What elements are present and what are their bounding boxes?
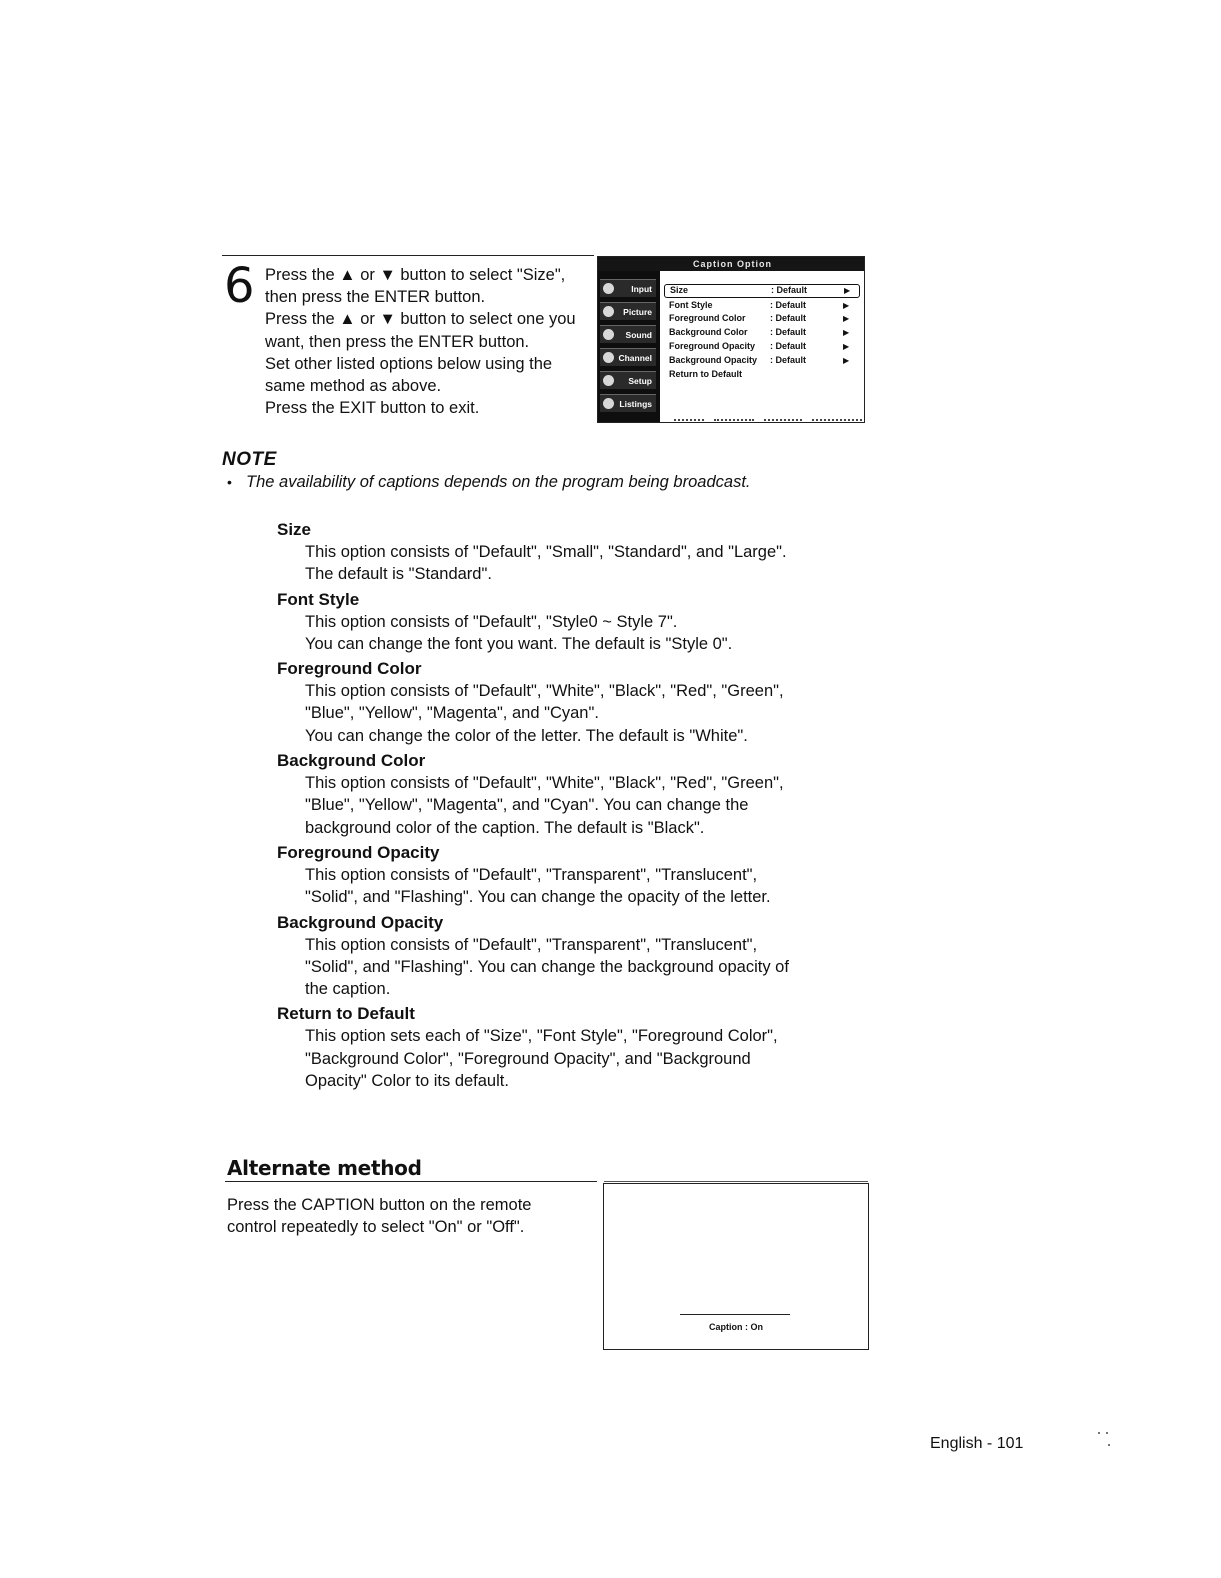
arrow-right-icon: ▶	[844, 286, 851, 295]
help-bar-graphic	[812, 407, 862, 421]
input-icon	[603, 283, 614, 294]
sidebar-tab-channel: Channel	[600, 348, 656, 366]
alternate-divider	[225, 1181, 597, 1182]
bullet-icon: •	[227, 474, 232, 490]
option-description: This option consists of "Default", "Transparent", "Translucent", "Solid", and "Flashing". You can change the opacity of the letter.	[305, 865, 771, 907]
option-background-opacity	[277, 912, 877, 1001]
option-description: This option consists of "Default", "Transparent", "Translucent", "Solid", and "Flashing". You can change the background opacity of the caption.	[305, 935, 789, 999]
sidebar-tab-listings: Listings	[600, 394, 656, 412]
option-description: This option consists of "Default", "White", "Black", "Red", "Green", "Blue", "Yellow", "Magenta", and "Cyan". You can change the background color of the caption. The default is "Black".	[305, 774, 784, 837]
option-title: Foreground Opacity	[277, 842, 440, 862]
option-description: This option consists of "Default", "Style0 ~ Style 7". You can change the font you want. The default is "Style 0".	[305, 612, 733, 653]
caption-status-screenshot	[603, 1183, 869, 1350]
step-line: Set other listed options below using the	[265, 354, 553, 373]
step-line: Press the ▲ or ▼ button to select one you	[265, 310, 576, 329]
option-description: This option consists of "Default", "White", "Black", "Red", "Green", "Blue", "Yellow", "Magenta", and "Cyan". You can change the color of the letter. The default is "White".	[305, 682, 784, 745]
step-line: same method as above.	[265, 377, 442, 396]
option-title: Return to Default	[277, 1004, 415, 1024]
menu-sidebar	[598, 271, 660, 423]
option-return-to-default	[277, 1003, 877, 1092]
arrow-right-icon: ▶	[843, 342, 850, 352]
sidebar-tab-setup: Setup	[600, 371, 656, 389]
arrow-right-icon: ▶	[843, 328, 850, 338]
corner-crop-marks	[1098, 1432, 1112, 1454]
sidebar-tab-input: Input	[600, 279, 656, 297]
note-heading: NOTE	[222, 449, 277, 470]
step-instructions	[265, 264, 595, 419]
listings-icon	[603, 398, 614, 409]
alternate-divider-right	[604, 1181, 868, 1182]
channel-icon	[603, 352, 614, 363]
option-title: Foreground Color	[277, 659, 422, 679]
caption-status-line	[680, 1314, 790, 1315]
option-descriptions	[277, 519, 877, 1095]
option-font-style	[277, 589, 877, 656]
step-line: then press the ENTER button.	[265, 288, 486, 307]
setup-icon	[603, 375, 614, 386]
help-bar-graphic	[764, 407, 802, 421]
arrow-right-icon: ▶	[843, 314, 850, 324]
arrow-right-icon: ▶	[843, 300, 850, 310]
option-foreground-color	[277, 658, 877, 747]
menu-option-background-color: Background Color : Default ▶	[664, 326, 860, 340]
caption-status-text: Caption : On	[709, 1322, 763, 1332]
option-background-color	[277, 750, 877, 839]
option-title: Font Style	[277, 589, 360, 609]
sidebar-tab-picture: Picture	[600, 302, 656, 320]
menu-option-size: Size : Default ▶	[664, 284, 860, 298]
menu-title-bar	[598, 257, 864, 271]
caption-option-menu-screenshot	[597, 256, 865, 423]
option-description: This option sets each of "Size", "Font Style", "Foreground Color", "Background Color", "Foreground Opacity", and "Background Opacity" Color to its default.	[305, 1027, 778, 1091]
note-text: The availability of captions depends on the program being broadcast.	[246, 473, 751, 491]
arrow-right-icon: ▶	[843, 356, 850, 366]
help-bar-graphic	[674, 407, 704, 421]
step-line: Press the ▲ or ▼ button to select "Size",	[265, 266, 566, 284]
menu-option-list	[664, 284, 860, 382]
option-title: Background Opacity	[277, 912, 444, 932]
top-divider	[222, 255, 594, 256]
menu-option-foreground-color: Foreground Color : Default ▶	[664, 312, 860, 326]
alternate-method-heading: Alternate method	[227, 1156, 422, 1180]
option-foreground-opacity	[277, 842, 877, 909]
step-line: Press the EXIT button to exit.	[265, 399, 480, 418]
menu-title: Caption Option	[693, 259, 772, 269]
menu-option-foreground-opacity: Foreground Opacity : Default ▶	[664, 340, 860, 354]
help-bar-graphic	[714, 407, 754, 421]
step-line: want, then press the ENTER button.	[265, 332, 530, 351]
sound-icon	[603, 329, 614, 340]
option-title: Background Color	[277, 751, 426, 771]
alternate-method-text: Press the CAPTION button on the remote control repeatedly to select "On" or "Off".	[227, 1196, 532, 1237]
sidebar-tab-sound: Sound	[600, 325, 656, 343]
menu-option-font-style: Font Style : Default ▶	[664, 299, 860, 313]
option-description: This option consists of "Default", "Small", "Standard", and "Large". The default is "Standard".	[305, 543, 787, 584]
menu-help-bar	[660, 405, 865, 423]
step-number: 6	[224, 258, 255, 314]
option-size	[277, 519, 877, 586]
menu-option-return-to-default: Return to Default	[669, 368, 742, 379]
page-number: English - 101	[930, 1435, 1024, 1452]
menu-option-background-opacity: Background Opacity : Default ▶	[664, 354, 860, 368]
option-title: Size	[277, 520, 312, 539]
picture-icon	[603, 306, 614, 317]
